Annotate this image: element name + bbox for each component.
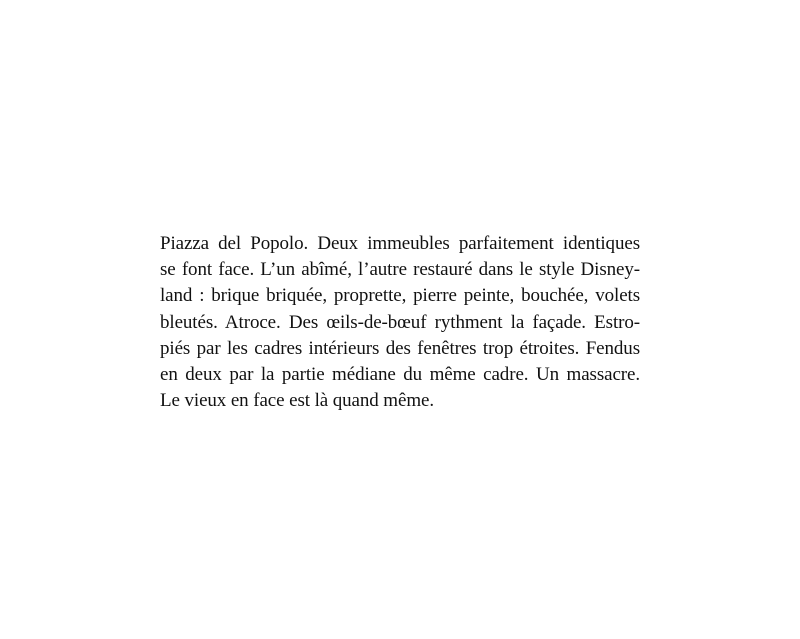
body-paragraph [160,231,640,414]
paragraph-line-1: Piazza del Popolo. Deux immeubles parfaitement identiques [160,233,640,254]
paragraph-line-4: bleutés. Atroce. Des œils-de-bœuf rythment la façade. Estro- [160,311,640,333]
paragraph-line-6: en deux par la partie médiane du même cadre. Un massacre. [160,363,640,385]
paragraph-line-3: land : brique briquée, proprette, pierre peinte, bouchée, volets [160,285,640,307]
paragraph-line-2: se font face. L’un abîmé, l’autre restauré dans le style Disney- [160,259,640,281]
paragraph-line-7: Le vieux en face est là quand même. [160,390,434,412]
paragraph-line-5: piés par les cadres intérieurs des fenêtres trop étroites. Fendus [160,337,640,359]
